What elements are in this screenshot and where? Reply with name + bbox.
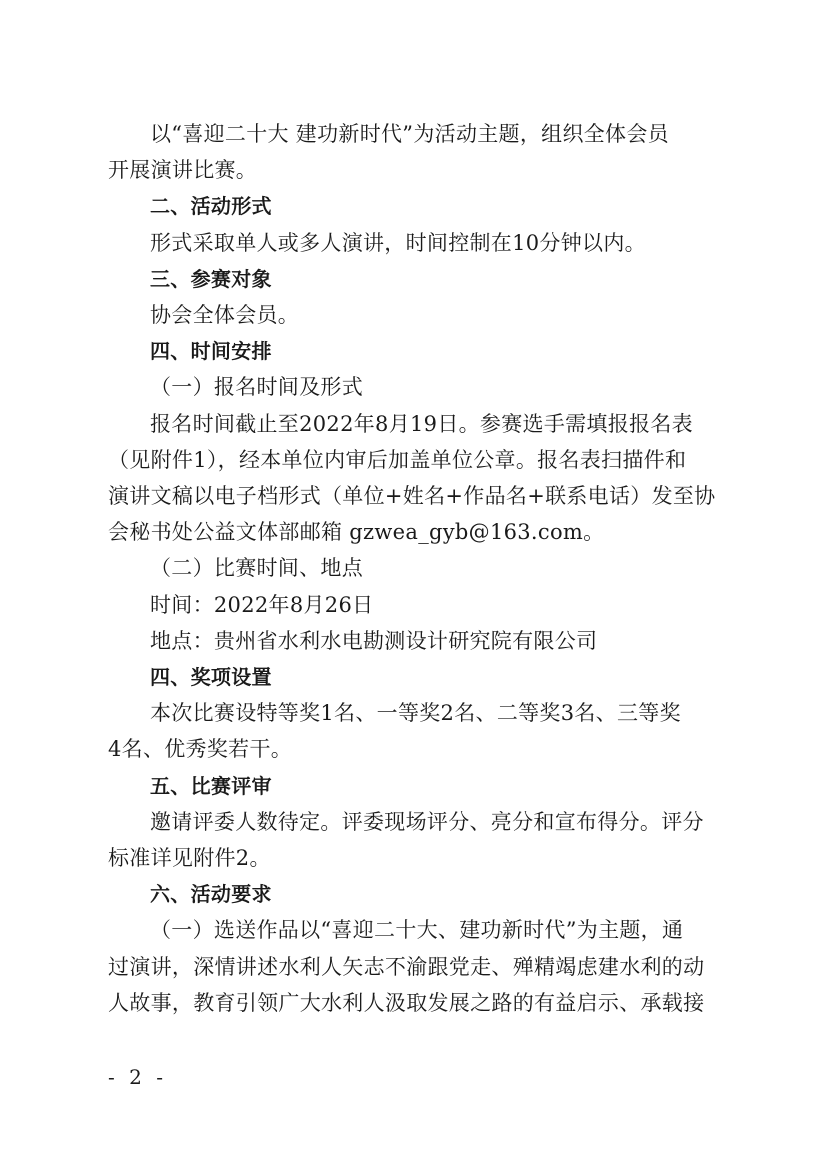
paragraph-line: 邀请评委人数待定。评委现场评分、亮分和宣布得分。评分 (150, 809, 704, 834)
paragraph-line: 开展演讲比赛。 (108, 158, 258, 183)
paragraph-line: 本次比赛设特等奖1名、一等奖2名、二等奖3名、三等奖 (150, 701, 681, 726)
paragraph-line: 会秘书处公益文体部邮箱 gzwea_gyb@163.com。 (108, 520, 605, 545)
section-heading: 二、活动形式 (150, 194, 272, 219)
section-heading: 五、比赛评审 (150, 773, 272, 798)
page-number: - 2 - (108, 1065, 167, 1089)
section-heading: 三、参赛对象 (150, 266, 272, 291)
section-heading: 四、奖项设置 (150, 665, 272, 690)
paragraph-line: 形式采取单人或多人演讲，时间控制在10分钟以内。 (150, 230, 646, 255)
paragraph-line: 人故事，教育引领广大水利人汲取发展之路的有益启示、承载接 (108, 990, 705, 1015)
paragraph-line: 以“喜迎二十大 建功新时代”为活动主题，组织全体会员 (150, 122, 669, 146)
paragraph-line: 协会全体会员。 (150, 303, 300, 328)
paragraph-line: 过演讲，深情讲述水利人矢志不渝跟党走、殚精竭虑建水利的动 (108, 954, 705, 979)
paragraph-line: 时间：2022年8月26日 (150, 592, 374, 617)
document-body (108, 116, 720, 1021)
section-heading: 四、时间安排 (150, 339, 272, 364)
paragraph-line: （一）选送作品以“喜迎二十大、建功新时代”为主题，通 (150, 918, 684, 943)
paragraph-line: 4名、优秀奖若干。 (108, 737, 293, 762)
paragraph-line: （见附件1），经本单位内审后加盖单位公章。报名表扫描件和 (108, 447, 687, 472)
paragraph-line: 地点：贵州省水利水电勘测设计研究院有限公司 (150, 628, 598, 653)
paragraph-line: （一）报名时间及形式 (150, 375, 363, 400)
paragraph-line: 标准详见附件2。 (108, 846, 271, 871)
paragraph-line: 演讲文稿以电子档形式（单位+姓名+作品名+联系电话）发至协 (108, 484, 716, 509)
paragraph-line: 报名时间截止至2022年8月19日。参赛选手需填报报名表 (150, 411, 693, 436)
paragraph-line: （二）比赛时间、地点 (150, 556, 363, 581)
section-heading: 六、活动要求 (150, 882, 272, 907)
